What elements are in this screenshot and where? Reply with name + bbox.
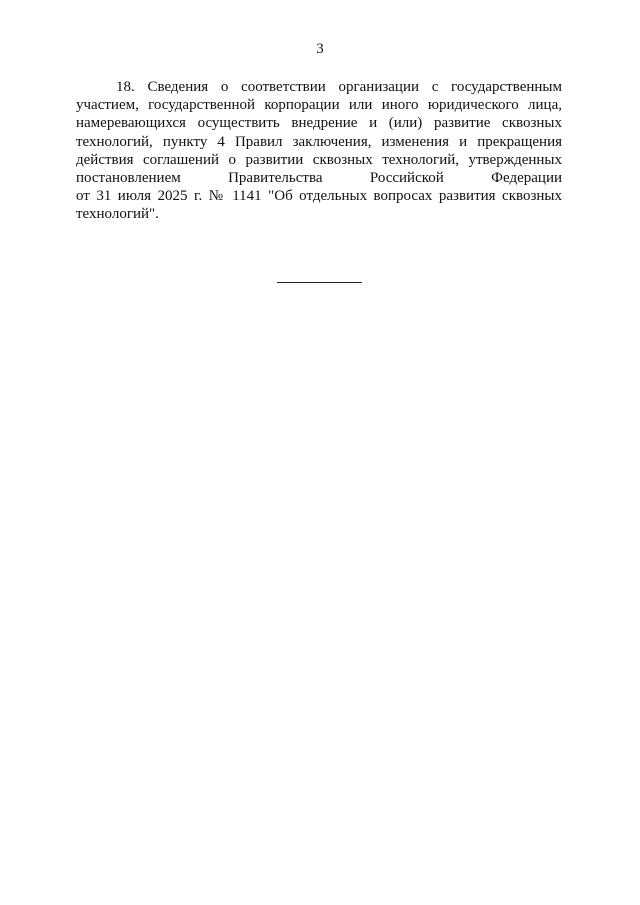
paragraph-line: технологий".: [76, 206, 159, 223]
paragraph-18: [76, 78, 562, 224]
paragraph-line: намеревающихся осуществить внедрение и (или) развитие сквозных: [76, 115, 562, 132]
paragraph-line: постановлением Правительства Российской Федерации: [76, 170, 562, 187]
paragraph-line: от 31 июля 2025 г. № 1141 "Об отдельных вопросах развития сквозных: [76, 188, 562, 205]
paragraph-line: 18. Сведения о соответствии организации с государственным: [116, 79, 562, 95]
paragraph-line: технологий, пункту 4 Правил заключения, изменения и прекращения: [76, 133, 562, 150]
end-of-document-rule: [277, 282, 362, 283]
paragraph-line: действия соглашений о развитии сквозных технологий, утвержденных: [76, 151, 562, 168]
paragraph-line: участием, государственной корпорации или иного юридического лица,: [76, 97, 562, 114]
page-number: 3: [316, 41, 324, 57]
